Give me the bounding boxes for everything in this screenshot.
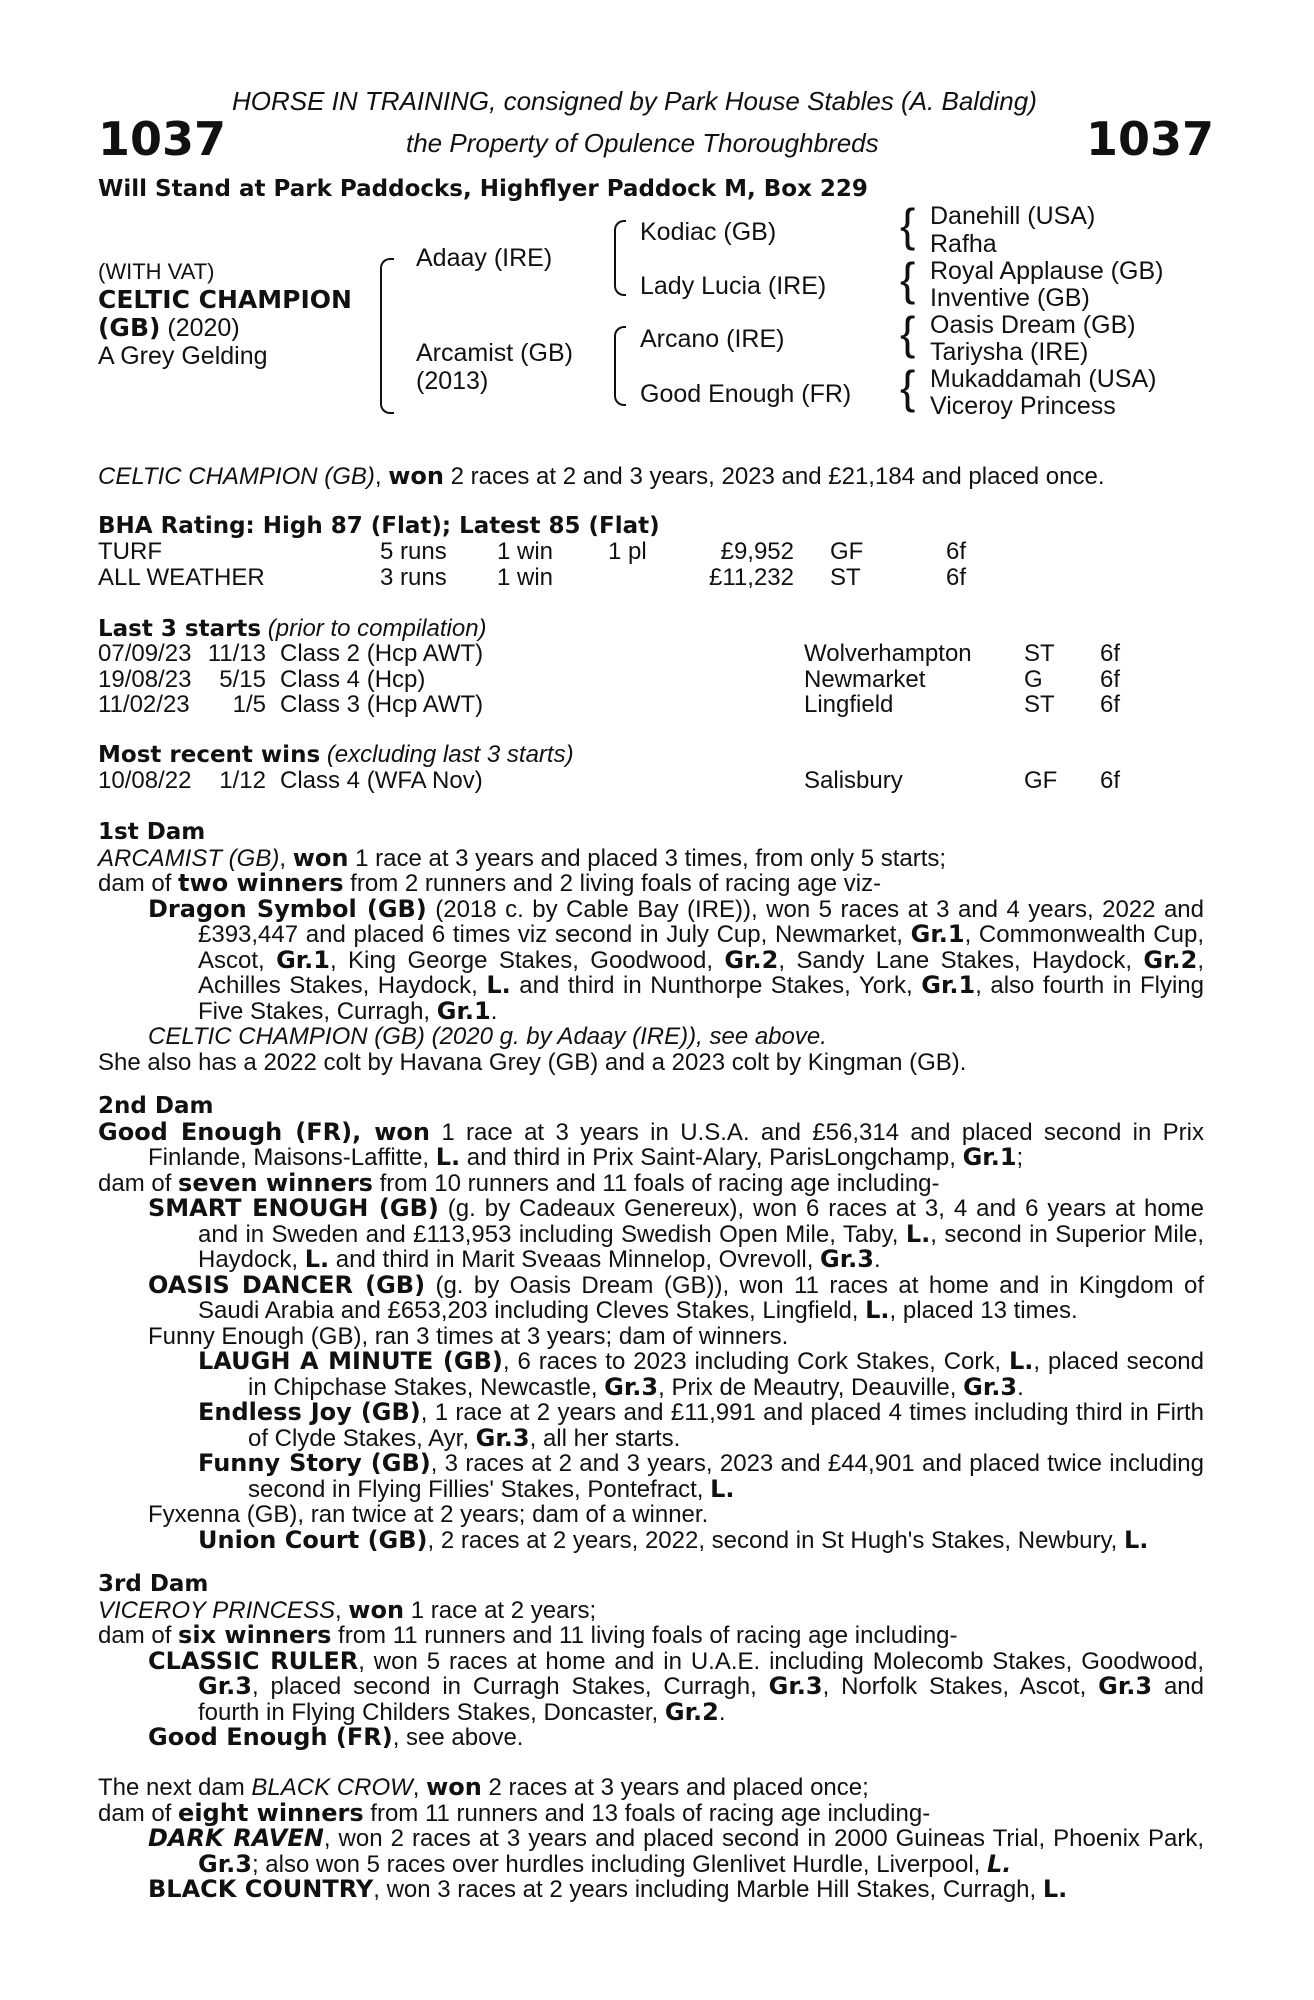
text: , <box>279 844 293 872</box>
winners-count: eight winners <box>178 1798 364 1827</box>
progeny-name: Funny Story (GB) <box>198 1449 431 1477</box>
start-position: 1/12 <box>219 767 266 794</box>
text: , also fourth in Flying Five Stakes, Curragh, <box>198 972 1204 1025</box>
grade: Gr.3 <box>1098 1672 1153 1700</box>
start-date: 10/08/22 <box>98 767 192 794</box>
ratings-row-turf <box>98 539 966 565</box>
recent-heading <box>98 742 574 769</box>
text: , 1 race at 2 years and £11,991 and placed 4 times including third in Firth of Clyde Stakes, Ayr, <box>248 1399 1205 1452</box>
grade: Gr.3 <box>604 1372 659 1401</box>
pedigree-g3-1: Danehill (USA) <box>930 202 1096 230</box>
text: dam of <box>98 1169 179 1197</box>
grade: Gr.3 <box>475 1423 530 1452</box>
text: ; <box>1016 1144 1024 1171</box>
text: 1 race at 2 years; <box>404 1596 597 1624</box>
pedigree-g3-4: Inventive (GB) <box>930 284 1090 312</box>
ratings-placed: 1 pl <box>608 538 647 565</box>
text: , second in Superior Mile, Haydock, <box>198 1220 1205 1273</box>
progeny-name: DARK RAVEN <box>148 1824 324 1852</box>
won-label: won <box>374 1117 430 1146</box>
pedigree-dam: Arcamist (GB) <box>416 339 573 367</box>
progeny-celtic-champion: CELTIC CHAMPION (GB) (2020 g. by Adaay (IRE)), see above. <box>148 1023 827 1050</box>
text: , Norfolk Stakes, Ascot, <box>822 1673 1099 1700</box>
text: (2018 c. by Cable Bay (IRE)), won 5 races at 3 and 4 years, 2022 and £393,447 and placed 6 times viz second in July Cup, Newmarket, <box>198 895 1204 948</box>
grade: Gr.3 <box>820 1245 874 1273</box>
winners-count: six winners <box>178 1621 332 1649</box>
text: , placed second in Curragh Stakes, Curragh, <box>251 1673 769 1700</box>
text: , Prix de Meautry, Deauville, <box>658 1373 964 1401</box>
ratings-money: £11,232 <box>709 563 794 591</box>
pedigree-g3-3: Royal Applause (GB) <box>930 257 1164 285</box>
ratings-dist: 6f <box>946 538 967 565</box>
text: . <box>490 997 498 1025</box>
last3-table <box>98 641 1120 718</box>
text: , won 2 races at 3 years and placed second in 2000 Guineas Trial, Phoenix Park, <box>323 1825 1204 1852</box>
last3-row <box>98 692 1120 718</box>
third-dam-section <box>98 1572 1204 1751</box>
ratings-label: ALL WEATHER <box>98 563 265 591</box>
second-dam-heading: 2nd Dam <box>98 1093 214 1119</box>
progeny-union-court <box>198 1525 1204 1554</box>
dam-name: BLACK CROW <box>251 1774 413 1801</box>
recent-row <box>98 768 1120 794</box>
start-dist: 6f <box>1100 665 1121 693</box>
next-dam-line-2 <box>98 1798 1204 1827</box>
start-date: 07/09/23 <box>98 640 192 667</box>
progeny-endless-joy <box>198 1400 1204 1451</box>
winners-count: seven winners <box>178 1168 373 1197</box>
ratings-going: ST <box>830 563 861 591</box>
third-dam-line-1 <box>98 1595 1204 1624</box>
start-position: 1/5 <box>232 691 266 718</box>
pedigree-g3-6: Tariysha (IRE) <box>930 338 1089 366</box>
vat-note: (WITH VAT) <box>98 259 215 284</box>
text: and third in Marit Sveaas Minnelop, Ovrevoll, <box>329 1246 821 1273</box>
pedigree-sire: Adaay (IRE) <box>416 244 553 272</box>
pedigree-g3-5: Oasis Dream (GB) <box>930 311 1136 339</box>
won-label: won <box>426 1773 482 1801</box>
progeny-name: BLACK COUNTRY <box>148 1875 374 1903</box>
horse-description: A Grey Gelding <box>98 342 268 370</box>
third-dam-heading: 3rd Dam <box>98 1571 209 1597</box>
progeny-name: Endless Joy (GB) <box>198 1398 421 1426</box>
grade: Gr.3 <box>198 1672 252 1700</box>
start-course: Newmarket <box>804 665 926 693</box>
pedigree-g3-7: Mukaddamah (USA) <box>930 365 1157 393</box>
start-date: 11/02/23 <box>98 691 190 718</box>
second-dam-line-1 <box>98 1117 1205 1171</box>
winners-count: two winners <box>178 869 344 897</box>
last3-sub: (prior to compilation) <box>267 615 487 642</box>
progeny-name: LAUGH A MINUTE (GB) <box>198 1347 503 1375</box>
grade: Gr.1 <box>921 971 976 999</box>
pedigree-g3-curly-3: { <box>900 307 916 359</box>
text: , <box>334 1596 349 1624</box>
lot-number-left: 1037 <box>98 112 227 166</box>
ratings-runs: 3 runs <box>380 563 447 591</box>
progeny-classic-ruler <box>148 1646 1204 1726</box>
text: , Commonwealth Cup, Ascot, <box>198 921 1204 974</box>
pedigree-bracket-dam <box>614 326 626 406</box>
start-date: 19/08/23 <box>98 665 192 693</box>
ratings-going: GF <box>830 538 864 565</box>
won-label: won <box>292 843 349 872</box>
grade: L. <box>986 1849 1012 1878</box>
text: The next dam <box>98 1774 252 1801</box>
text: , 2 races at 2 years, 2022, second in St Hugh's Stakes, Newbury, <box>427 1526 1125 1554</box>
progeny-funny-story <box>198 1451 1204 1502</box>
first-dam-section <box>98 820 1204 1075</box>
ratings-label: TURF <box>98 538 162 565</box>
text: dam of <box>98 1799 179 1827</box>
text: . <box>1017 1373 1024 1401</box>
text: , 3 races at 2 and 3 years, 2023 and £44,901 and placed twice including second in Flying Fillies' Stakes, Pontefract, <box>248 1450 1204 1503</box>
summary-won: won <box>388 462 444 490</box>
start-going: ST <box>1024 640 1055 667</box>
start-position: 11/13 <box>207 640 266 667</box>
ratings-wins: 1 win <box>497 563 554 591</box>
horse-origin: (GB) <box>98 313 161 342</box>
text: , won 3 races at 2 years including Marble Hill Stakes, Curragh, <box>373 1876 1043 1903</box>
progeny-dark-raven <box>148 1826 1204 1877</box>
grade: Gr.2 <box>1143 945 1198 974</box>
start-dist: 6f <box>1100 767 1121 794</box>
next-dam-line-1 <box>98 1775 1204 1801</box>
text: and fourth in Flying Childers Stakes, Doncaster, <box>198 1673 1204 1726</box>
dam-name: ARCAMIST (GB) <box>98 844 280 872</box>
start-class: Class 4 (Hcp) <box>280 665 426 693</box>
grade: L. <box>1124 1525 1149 1554</box>
grade: L. <box>435 1143 461 1171</box>
start-class: Class 3 (Hcp AWT) <box>280 691 484 718</box>
next-dam-section <box>98 1775 1204 1903</box>
pedigree-sire-sire: Kodiac (GB) <box>640 218 777 246</box>
pedigree-g3-curly-4: { <box>900 361 916 413</box>
text: , won 5 races at home and in U.A.E. including Molecomb Stakes, Goodwood, <box>358 1647 1204 1675</box>
pedigree-g3-8: Viceroy Princess <box>930 392 1116 420</box>
horse-name: CELTIC CHAMPION <box>98 285 352 314</box>
start-dist: 6f <box>1100 640 1121 667</box>
last3-row <box>98 667 1120 693</box>
start-going: G <box>1024 665 1043 693</box>
pedigree-g3-curly-1: { <box>900 199 916 251</box>
start-class: Class 2 (Hcp AWT) <box>280 640 484 667</box>
grade: Gr.1 <box>276 945 330 974</box>
text: dam of <box>98 1622 179 1649</box>
first-dam-line-2 <box>98 871 1204 897</box>
text: dam of <box>98 870 179 897</box>
progeny-fyxenna: Fyxenna (GB), ran twice at 2 years; dam of a winner. <box>148 1501 709 1528</box>
text: from 11 runners and 13 foals of racing age including- <box>363 1799 931 1827</box>
pedigree-bracket-main <box>380 258 394 414</box>
header-line-1: HORSE IN TRAINING, consigned by Park House Stables (A. Balding) <box>232 86 1037 116</box>
progeny-black-country <box>148 1877 1204 1903</box>
ratings-dist: 6f <box>946 563 967 591</box>
text: from 2 runners and 2 living foals of racing age viz- <box>343 870 882 897</box>
last3-row <box>98 641 1120 667</box>
text: , King George Stakes, Goodwood, <box>330 946 725 974</box>
third-dam-line-2 <box>98 1623 1204 1649</box>
dam-name: VICEROY PRINCESS <box>98 1596 335 1624</box>
text: . <box>718 1698 726 1726</box>
grade: L. <box>865 1296 890 1324</box>
progeny-name: Union Court (GB) <box>198 1525 428 1554</box>
summary-rest: 2 races at 2 and 3 years, 2023 and £21,184 and placed once. <box>444 463 1105 490</box>
progeny-good-enough <box>148 1725 1204 1751</box>
first-dam-heading: 1st Dam <box>98 819 206 845</box>
won-label: won <box>348 1595 405 1624</box>
pedigree-g3-curly-2: { <box>900 253 916 305</box>
progeny-name: OASIS DANCER (GB) <box>148 1270 426 1299</box>
text: and third in Nunthorpe Stakes, York, <box>510 972 922 999</box>
text: , Achilles Stakes, Haydock, <box>198 946 1204 999</box>
progeny-dragon-symbol <box>148 894 1204 1025</box>
grade: Gr.2 <box>664 1697 719 1726</box>
ratings-row-aw <box>98 565 966 591</box>
start-going: ST <box>1024 691 1055 718</box>
ratings-wins: 1 win <box>497 538 554 565</box>
grade: Gr.3 <box>963 1372 1018 1401</box>
start-course: Wolverhampton <box>804 640 972 667</box>
pedigree-dam-sire: Arcano (IRE) <box>640 325 785 353</box>
text: from 11 runners and 11 living foals of racing age including- <box>331 1622 958 1649</box>
text: , 6 races to 2023 including Cork Stakes, Cork, <box>502 1348 1009 1375</box>
grade: Gr.1 <box>436 996 491 1025</box>
text: , placed second in Chipchase Stakes, Newcastle, <box>248 1348 1204 1401</box>
summary-name: CELTIC CHAMPION (GB) <box>98 463 375 490</box>
text: , see above. <box>392 1724 524 1751</box>
rating-heading: BHA Rating: High 87 (Flat); Latest 85 (Flat) <box>98 513 660 539</box>
text: (g. by Cadeaux Genereux), won 6 races at 3, 4 and 6 years at home and in Sweden and £113,953 including Swedish Open Mile, Taby, <box>198 1195 1205 1248</box>
text: 1 race at 3 years in U.S.A. and £56,314 and placed second in Prix Finlande, Maisons-Laffitte, <box>148 1118 1205 1171</box>
grade: L. <box>304 1245 330 1273</box>
first-dam-line-1 <box>98 843 1204 872</box>
text: , Sandy Lane Stakes, Haydock, <box>778 946 1144 974</box>
text: and third in Prix Saint-Alary, ParisLongchamp, <box>460 1144 963 1171</box>
text: , placed 13 times. <box>889 1297 1078 1324</box>
text: 1 race at 3 years and placed 3 times, from only 5 starts; <box>348 844 947 872</box>
recent-table <box>98 768 1120 794</box>
recent-sub: (excluding last 3 starts) <box>326 741 574 768</box>
grade: Gr.3 <box>198 1849 252 1878</box>
second-dam-line-2 <box>98 1168 1204 1197</box>
progeny-oasis-dancer <box>148 1270 1205 1324</box>
first-dam-foals: She also has a 2022 colt by Havana Grey (GB) and a 2023 colt by Kingman (GB). <box>98 1048 967 1076</box>
start-course: Lingfield <box>804 691 894 718</box>
header-line-2: the Property of Opulence Thoroughbreds <box>406 128 879 158</box>
pedigree-dam-dam: Good Enough (FR) <box>640 380 852 408</box>
text: (g. by Oasis Dream (GB)), won 11 races at home and in Kingdom of Saudi Arabia and £653,203 including Cleves Stakes, Lingfield, <box>198 1271 1205 1324</box>
pedigree-dam-year: (2013) <box>416 367 489 395</box>
text: , all her starts. <box>529 1424 681 1452</box>
dam-name: Good Enough (FR), <box>98 1117 375 1146</box>
progeny-name: Good Enough (FR) <box>148 1723 393 1751</box>
text: ; also won 5 races over hurdles including Glenlivet Hurdle, Liverpool, <box>251 1850 987 1878</box>
progeny-laugh-a-minute <box>198 1349 1204 1400</box>
progeny-name: SMART ENOUGH (GB) <box>148 1194 439 1222</box>
progeny-smart-enough <box>148 1196 1204 1273</box>
recent-title: Most recent wins <box>98 742 321 768</box>
progeny-name: Dragon Symbol (GB) <box>148 894 427 923</box>
progeny-funny-enough: Funny Enough (GB), ran 3 times at 3 years; dam of winners. <box>148 1322 789 1350</box>
pedigree-bracket-sire <box>614 220 626 296</box>
last3-heading <box>98 616 487 643</box>
ratings-table <box>98 539 966 590</box>
race-summary: CELTIC CHAMPION (GB), won 2 races at 2 and 3 years, 2023 and £21,184 and placed once. <box>98 462 1105 490</box>
start-position: 5/15 <box>219 665 266 693</box>
ratings-runs: 5 runs <box>380 538 447 565</box>
grade: L. <box>905 1219 931 1248</box>
grade: Gr.2 <box>724 945 779 974</box>
pedigree-sire-dam: Lady Lucia (IRE) <box>640 272 827 300</box>
grade: Gr.1 <box>910 920 965 948</box>
text: . <box>873 1246 881 1273</box>
lot-number-right: 1037 <box>1086 112 1215 166</box>
horse-identity <box>98 258 352 370</box>
grade: Gr.1 <box>962 1143 1017 1171</box>
grade: L. <box>486 971 511 999</box>
ratings-placed <box>608 565 698 591</box>
progeny-name: CLASSIC RULER <box>148 1646 359 1675</box>
ratings-money: £9,952 <box>720 538 794 565</box>
pedigree-g3-2: Rafha <box>930 230 997 258</box>
last3-title: Last 3 starts <box>98 616 262 642</box>
grade: L. <box>1042 1875 1068 1903</box>
horse-year: (2020) <box>167 314 240 342</box>
grade: L. <box>1008 1347 1034 1375</box>
text: 2 races at 3 years and placed once; <box>481 1774 869 1801</box>
text: , <box>412 1774 427 1801</box>
grade: Gr.3 <box>768 1672 823 1700</box>
second-dam-section <box>98 1094 1204 1553</box>
grade: L. <box>710 1474 735 1503</box>
start-course: Salisbury <box>804 767 903 794</box>
stabling-info: Will Stand at Park Paddocks, Highflyer Paddock M, Box 229 <box>98 176 868 202</box>
start-going: GF <box>1024 767 1058 794</box>
start-class: Class 4 (WFA Nov) <box>280 767 483 794</box>
text: from 10 runners and 11 foals of racing age including- <box>372 1169 940 1197</box>
start-dist: 6f <box>1100 691 1121 718</box>
